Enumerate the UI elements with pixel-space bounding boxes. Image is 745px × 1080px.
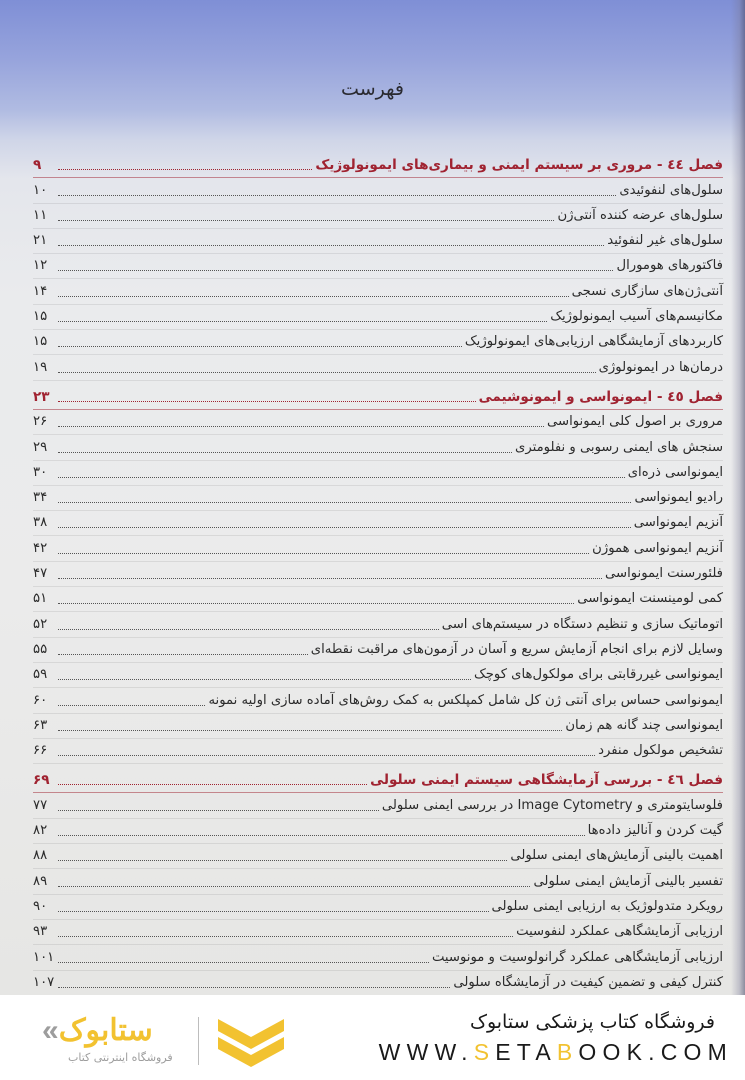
toc-chapter-46: فصل ٤٦ - بررسی آزمایشگاهی سیستم ایمنی سلولی ۶۹ <box>33 768 723 793</box>
toc-entry: سلول‌های لنفوئیدی ۱۰ <box>33 178 723 203</box>
dot-leader <box>58 372 596 373</box>
toc-entry: ایمونواسی چند گانه هم زمان ۶۳ <box>33 714 723 739</box>
toc-entry: درمان‌ها در ایمونولوژی ۱۹ <box>33 355 723 380</box>
dot-leader <box>58 245 604 246</box>
store-name: فروشگاه کتاب پزشکی ستابوک <box>469 1011 715 1033</box>
dot-leader <box>58 452 512 453</box>
toc-entry: اتوماتیک سازی و تنظیم دستگاه در سیستم‌های اسی ۵۲ <box>33 612 723 637</box>
toc-entry: مروری بر اصول کلی ایمونواسی ۲۶ <box>33 410 723 435</box>
toc-entry: ایمونواسی حساس برای آنتی ژن کل شامل کمپلکس به کمک روش‌های آماده سازی اولیه نمونه ۶۰ <box>33 688 723 713</box>
dot-leader <box>58 426 544 427</box>
toc-entry: ایمونواسی غیررقابتی برای مولکول‌های کوچک ۵۹ <box>33 663 723 688</box>
dot-leader <box>58 169 312 170</box>
store-url[interactable]: WWW.SETABOOK.COM <box>378 1039 733 1065</box>
toc-entry: وسایل لازم برای انجام آزمایش سریع و آسان در آزمون‌های مراقبت نقطه‌ای ۵۵ <box>33 638 723 663</box>
toc-entry: مکانیسم‌های آسیب ایمونولوژیک ۱۵ <box>33 305 723 330</box>
toc-entry: گیت کردن و آنالیز داده‌ها ۸۲ <box>33 819 723 844</box>
store-footer-banner <box>0 995 745 1080</box>
dot-leader <box>58 936 513 937</box>
toc-entry: اهمیت بالینی آزمایش‌های ایمنی سلولی ۸۸ <box>33 844 723 869</box>
dot-leader <box>58 730 562 731</box>
toc-chapter-45: فصل ٤٥ - ایمونواسی و ایمونوشیمی ۲۳ <box>33 385 723 410</box>
toc-entry: رویکرد متدولوژیک به ارزیابی ایمنی سلولی ۹۰ <box>33 895 723 920</box>
logo-divider <box>198 1017 199 1065</box>
table-of-contents <box>33 153 723 1021</box>
toc-entry: فلوسایتومتری و Image Cytometry در بررسی ایمنی سلولی ۷۷ <box>33 793 723 818</box>
dot-leader <box>58 220 554 221</box>
dot-leader <box>58 654 308 655</box>
dot-leader <box>58 705 205 706</box>
dot-leader <box>58 755 595 756</box>
setabook-logo <box>38 1013 288 1073</box>
toc-entry: سنجش های ایمنی رسوبی و نفلومتری ۲۹ <box>33 435 723 460</box>
toc-entry: تفسیر بالینی آزمایش ایمنی سلولی ۸۹ <box>33 869 723 894</box>
toc-entry: ایمونواسی ذره‌ای ۳۰ <box>33 461 723 486</box>
dot-leader <box>58 346 462 347</box>
dot-leader <box>58 679 471 680</box>
dot-leader <box>58 886 530 887</box>
dot-leader <box>58 987 450 988</box>
dot-leader <box>58 911 489 912</box>
toc-entry: رادیو ایمونواسی ۳۴ <box>33 486 723 511</box>
dot-leader <box>58 860 507 861</box>
dot-leader <box>58 502 631 503</box>
dot-leader <box>58 603 574 604</box>
toc-entry: آنزیم ایمونواسی ۳۸ <box>33 511 723 536</box>
toc-entry: فلئورسنت ایمونواسی ۴۷ <box>33 562 723 587</box>
dot-leader <box>58 835 585 836</box>
dot-leader <box>58 195 616 196</box>
toc-entry: آنتی‌ژن‌های سازگاری نسجی ۱۴ <box>33 279 723 304</box>
dot-leader <box>58 810 379 811</box>
toc-entry: ارزیابی آزمایشگاهی عملکرد گرانولوسیت و مونوسیت ۱۰۱ <box>33 945 723 970</box>
toc-entry: کنترل کیفی و تضمین کیفیت در آزمایشگاه سلولی ۱۰۷ <box>33 971 723 996</box>
logo-wordmark: «ستابوک <box>42 1014 153 1047</box>
page-title: فهرست <box>341 78 404 100</box>
toc-entry: تشخیص مولکول منفرد ۶۶ <box>33 739 723 764</box>
dot-leader <box>58 296 569 297</box>
dot-leader <box>58 629 439 630</box>
logo-tagline: فروشگاه اینترنتی کتاب <box>68 1051 173 1064</box>
toc-entry: سلول‌های غیر لنفوئید ۲۱ <box>33 229 723 254</box>
chevron-book-icon <box>216 1015 286 1071</box>
dot-leader <box>58 527 631 528</box>
dot-leader <box>58 962 429 963</box>
toc-entry: کاربردهای آزمایشگاهی ارزیابی‌های ایمونولوژیک ۱۵ <box>33 330 723 355</box>
dot-leader <box>58 784 367 785</box>
dot-leader <box>58 553 589 554</box>
toc-chapter-44: فصل ٤٤ - مروری بر سیستم ایمنی و بیماری‌های ایمونولوژیک ۹ <box>33 153 723 178</box>
toc-entry: کمی لومینسنت ایمونواسی ۵۱ <box>33 587 723 612</box>
dot-leader <box>58 401 476 402</box>
dot-leader <box>58 477 625 478</box>
dot-leader <box>58 270 613 271</box>
toc-entry: آنزیم ایمونواسی هموژن ۴۲ <box>33 536 723 561</box>
dot-leader <box>58 578 602 579</box>
toc-entry: فاکتورهای هومورال ۱۲ <box>33 254 723 279</box>
toc-entry: سلول‌های عرضه کننده آنتی‌ژن ۱۱ <box>33 204 723 229</box>
dot-leader <box>58 321 547 322</box>
toc-entry: ارزیابی آزمایشگاهی عملکرد لنفوسیت ۹۳ <box>33 920 723 945</box>
